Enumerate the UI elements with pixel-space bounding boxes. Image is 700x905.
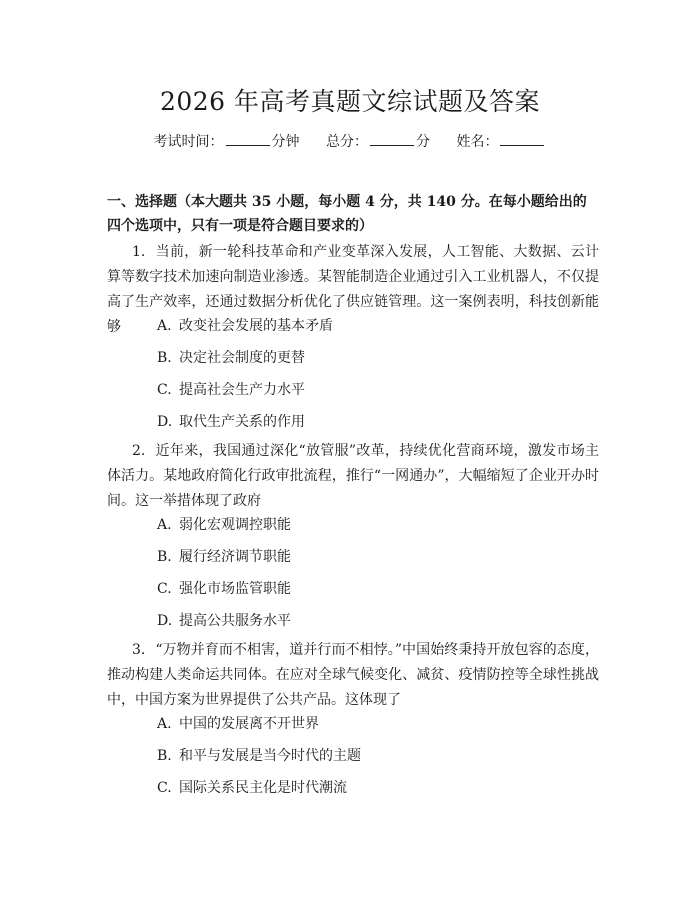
option-3a [157,714,319,734]
time-unit: 分钟 [271,134,300,150]
option-text: 履行经济调节职能 [179,549,291,565]
option-letter: A. [157,517,172,533]
question-stem: 当前，新一轮科技革命和产业变革深入发展，人工智能、大数据、云计算等数字技术加速向制造业渗透。某智能制造企业通过引入工业机器人，不仅提高了生产效率，还通过数据分析优化了供应链管理。这一案例表明，科技创新能够 [107,244,599,335]
exam-time [154,131,300,151]
option-text: 决定社会制度的更替 [179,350,305,366]
page-title: 2026 年高考真题文综试题及答案 [159,87,541,116]
question-number: 3. [132,642,146,658]
option-2b [157,547,291,567]
score-unit: 分 [416,134,430,150]
question-2 [107,439,599,514]
question-number: 2. [132,443,146,459]
exam-meta [0,131,700,151]
option-letter: C. [157,382,172,398]
option-1b [157,348,305,368]
option-letter: A. [157,716,172,732]
name-label: 姓名： [456,134,499,150]
option-text: 国际关系民主化是时代潮流 [179,780,347,796]
option-3b [157,746,361,766]
section-heading: 一、选择题（本大题共 35 小题，每小题 4 分，共 140 分。在每小题给出的四个选项中，只有一项是符合题目要求的） [107,194,587,234]
question-3 [107,638,599,713]
option-text: 改变社会发展的基本矛盾 [179,318,333,334]
score-label: 总分： [326,134,368,150]
option-text: 弱化宏观调控职能 [179,517,291,533]
time-label: 考试时间： [153,134,224,150]
option-text: 提高公共服务水平 [179,613,291,629]
score-blank [370,132,414,146]
option-text: 提高社会生产力水平 [179,382,305,398]
time-blank [226,132,270,146]
option-letter: C. [157,581,172,597]
option-letter: D. [157,613,173,629]
option-letter: D. [157,414,173,430]
option-text: 强化市场监管职能 [179,581,291,597]
exam-score [326,131,430,151]
option-letter: C. [157,780,172,796]
option-letter: A. [157,318,172,334]
option-letter: B. [157,748,172,764]
option-text: 取代生产关系的作用 [179,414,305,430]
option-text: 中国的发展离不开世界 [179,716,319,732]
option-2d [157,611,291,631]
question-number: 1. [132,244,146,260]
option-1c [157,380,305,400]
option-1d [157,412,305,432]
question-stem: “万物并育而不相害，道并行而不相悖。”中国始终秉持开放包容的态度，推动构建人类命运共同体。在应对全球气候变化、减贫、疫情防控等全球性挑战中，中国方案为世界提供了公共产品。这体现了 [107,642,599,708]
option-2a [157,515,291,535]
question-stem: 近年来，我国通过深化“放管服”改革，持续优化营商环境，激发市场主体活力。某地政府简化行政审批流程，推行“一网通办”，大幅缩短了企业开办时间。这一举措体现了政府 [107,443,599,509]
option-letter: B. [157,549,172,565]
option-1a [157,316,333,336]
exam-name [456,131,546,151]
name-blank [500,132,544,146]
option-text: 和平与发展是当今时代的主题 [179,748,361,764]
option-3c [157,778,347,798]
option-2c [157,579,291,599]
option-letter: B. [157,350,172,366]
